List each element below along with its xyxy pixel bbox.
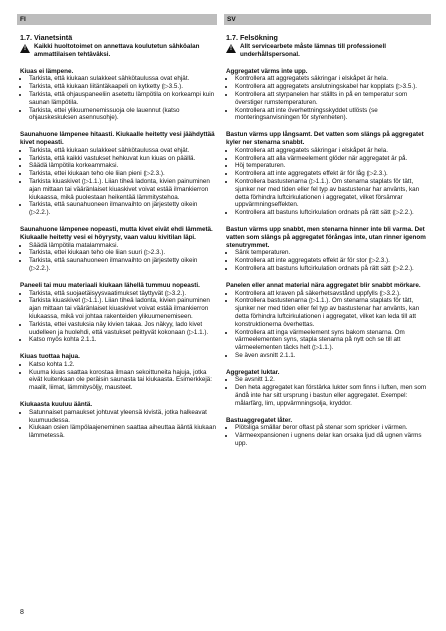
remedy-list bbox=[226, 147, 429, 217]
remedy-item: • Tarkista, että kiukaan sulakkeet sähkötaulussa ovat ehjät. bbox=[29, 75, 216, 83]
remedy-item: • Kontrollera att inte överhettningsskyddet utlösts (se monteringsanvisningen för styrenheten). bbox=[235, 107, 429, 123]
remedy-item: • Tarkista, ettei ylikuumenemissuoja ole lauennut (katso ohjauskeskuksen asennusohje). bbox=[29, 107, 216, 123]
remedy-item: • Kontrollera bastustenarna (▷1.1.). Om stenarna staplats för tätt, sjunker ner med tiden eller fel typ av bastustenar har använts, kan detta förhindra luftcirkulationen i aggregatet, vilket kan leda till att konstruktionerna överhettas. bbox=[235, 297, 429, 328]
problem-title: Kiukaasta kuuluu ääntä. bbox=[20, 401, 93, 409]
remedy-item: • Tarkista, ettei kiukaan teho ole liian pieni (▷2.3.). bbox=[29, 170, 216, 178]
remedy-item: • Kontrollera att inte aggregatets effekt är för låg (▷2.3.). bbox=[235, 170, 429, 178]
remedy-item: • Tarkista, että kaikki vastukset hehkuvat kun kiuas on päällä. bbox=[29, 155, 216, 163]
remedy-list bbox=[226, 376, 429, 407]
section-heading: 1.7. Felsökning bbox=[226, 33, 278, 42]
remedy-list bbox=[20, 242, 216, 273]
remedy-item: • Se även avsnitt 2.1.1. bbox=[235, 352, 429, 360]
column-fi bbox=[20, 33, 216, 440]
remedy-item: • Kontrollera att styrpanelen har ställts in på en temperatur som överstiger rumstemperaturen. bbox=[235, 91, 429, 107]
remedy-list bbox=[226, 75, 429, 122]
warning-icon: ! bbox=[20, 44, 30, 53]
problem-title: Saunahuone lämpenee hitaasti. Kiukaalle heitetty vesi jäähdyttää kivet nopeasti. bbox=[20, 131, 215, 146]
remedy-item: • Kontrollera att bastuns luftcirkulation ordnats på rätt sätt (▷2.2.). bbox=[235, 209, 429, 217]
remedy-item: • Kontrollera att alla värmeelement glöder när aggregatet är på. bbox=[235, 155, 429, 163]
remedy-item: • Plötsliga smällar beror oftast på stenar som spricker i värmen. bbox=[235, 424, 429, 432]
problem-title: Kiuas ei lämpene. bbox=[20, 67, 74, 75]
remedy-list bbox=[20, 147, 216, 217]
remedy-list bbox=[20, 361, 216, 392]
language-tab-fi: FI bbox=[17, 14, 217, 25]
remedy-item: • Katso kohta 1.2. bbox=[29, 361, 216, 369]
remedy-item: • Tarkista, että saunahuoneen ilmanvaihto on järjestetty oikein (▷2.2.). bbox=[29, 257, 216, 273]
language-tab-sv: SV bbox=[224, 14, 431, 25]
problem-title: Saunahuone lämpenee nopeasti, mutta kivet eivät ehdi lämmetä. Kiukaalle heitetty vesi ei höyrysty, vaan valuu kivitilan läpi. bbox=[20, 225, 213, 241]
remedy-item: • Tarkista, että saunahuoneen ilmanvaihto on järjestetty oikein (▷2.2.). bbox=[29, 201, 216, 217]
remedy-list bbox=[226, 290, 429, 360]
remedy-item: • Satunnaiset pamaukset johtuvat yleensä kivistä, jotka halkeavat kuumuudessa. bbox=[29, 409, 216, 425]
remedy-item: • Värmeexpansionen i ugnens delar kan orsaka ljud då ugnen värms upp. bbox=[235, 432, 429, 448]
troubleshooting-list bbox=[20, 68, 216, 440]
warning-text: Kaikki huoltotoimet on annettava koulutetun sähköalan ammattilaisen tehtäväksi. bbox=[34, 43, 200, 58]
remedy-item: • Kontrollera att aggregatets säkringar i elskåpet är hela. bbox=[235, 147, 429, 155]
section-heading: 1.7. Vianetsintä bbox=[20, 33, 73, 42]
remedy-item: • Kuuma kiuas saattaa korostaa ilmaan sekoittuneita hajuja, jotka eivät kuitenkaan ole peräisin saunasta tai kiukaasta. Esimerkkejä: maalit, liimat, lämmitysöljy, mausteet. bbox=[29, 369, 216, 392]
problem-title: Bastun värms upp snabbt, men stenarna hinner inte bli varma. Det vatten som slängs på aggregatet förångas inte, utan rinner igenom stenutrymmet. bbox=[226, 225, 426, 249]
remedy-item: • Tarkista, että suojaetäisyysvaatimukset täyttyvät (▷3.2.). bbox=[29, 290, 216, 298]
problem-title: Paneeli tai muu materiaali kiukaan lähellä tummuu nopeasti. bbox=[20, 281, 200, 289]
problem-title: Panelen eller annat material nära aggregatet blir snabbt mörkare. bbox=[226, 281, 421, 289]
remedy-item: • Kontrollera att aggregatets anslutningskabel har kopplats (▷3.5.). bbox=[235, 83, 429, 91]
remedy-list bbox=[20, 409, 216, 440]
remedy-item: • Kontrollera att aggregatets säkringar i elskåpet är hela. bbox=[235, 75, 429, 83]
remedy-item: • Katso myös kohta 2.1.1. bbox=[29, 336, 216, 344]
problem-title: Aggregatet luktar. bbox=[226, 368, 280, 376]
remedy-item: • Kiukaan osien lämpölaajeneminen saattaa aiheuttaa ääntä kiukaan lämmetessä. bbox=[29, 424, 216, 440]
remedy-item: • Kontrollera att bastuns luftcirkulation ordnats på rätt sätt (▷2.2.). bbox=[235, 265, 429, 273]
remedy-item: • Höj temperaturen. bbox=[235, 162, 429, 170]
remedy-item: • Säädä lämpötila matalammaksi. bbox=[29, 242, 216, 250]
remedy-item: • Kontrollera bastustenarna (▷1.1.). Om stenarna staplats för tätt, sjunker ner med tiden eller fel typ av bastustenar har använts, kan detta förhindra luftcirkulationen i aggregatet, vilket försämrar uppvärmningseffekten. bbox=[235, 178, 429, 209]
remedy-item: • Kontrollera att kraven på säkerhetsavstånd uppfylls (▷3.2.). bbox=[235, 290, 429, 298]
remedy-item: • Tarkista, ettei vastuksia näy kivien takaa. Jos näkyy, lado kivet uudelleen ja huolehdi, että vastukset peittyvät kokonaan (▷1.1.). bbox=[29, 321, 216, 337]
remedy-list bbox=[20, 290, 216, 345]
remedy-item: • Tarkista, että kiukaan sulakkeet sähkötaulussa ovat ehjät. bbox=[29, 147, 216, 155]
remedy-item: • Tarkista, että kiukaan liitäntäkaapeli on kytketty (▷3.5.). bbox=[29, 83, 216, 91]
problem-title: Kiuas tuottaa hajua. bbox=[20, 353, 80, 361]
warning-icon: ! bbox=[226, 44, 236, 53]
warning-box bbox=[20, 43, 216, 59]
remedy-item: • Se avsnitt 1.2. bbox=[235, 376, 429, 384]
column-sv bbox=[226, 33, 429, 448]
problem-title: Aggregatet värms inte upp. bbox=[226, 67, 308, 75]
remedy-item: • Säädä lämpötila korkeammaksi. bbox=[29, 162, 216, 170]
remedy-list bbox=[226, 424, 429, 447]
troubleshooting-list bbox=[226, 68, 429, 448]
remedy-list bbox=[226, 249, 429, 272]
remedy-item: • Sänk temperaturen. bbox=[235, 249, 429, 257]
remedy-item: • Tarkista kiuaskivet (▷1.1.). Liian tiheä ladonta, kivien painuminen ajan mittaan tai vääränlaiset kiuaskivet voivat estää ilmankierron kiukaassa, mikä puolestaan heikentää lämmitystehoa. bbox=[29, 178, 216, 201]
remedy-item: • Tarkista, että ohjauspaneeliin asetettu lämpötila on korkeampi kuin saunan lämpötila. bbox=[29, 91, 216, 107]
remedy-list bbox=[20, 75, 216, 122]
warning-box bbox=[226, 43, 429, 59]
remedy-item: • Den heta aggregatet kan förstärka lukter som finns i luften, men som ändå inte har sitt ursprung i bastun eller aggregatet. Exempel: målarfärg, lim, uppvärmningsolja, kryddor. bbox=[235, 384, 429, 407]
remedy-item: • Kontrollera att inga värmeelement syns bakom stenarna. Om värmeelementen syns, stapla stenarna på nytt och se till att värmeelementen täcks helt (▷1.1.). bbox=[235, 329, 429, 352]
remedy-item: • Tarkista kiuaskivet (▷1.1.). Liian tiheä ladonta, kivien painuminen ajan mittaan tai vääränlaiset kiuaskivet voivat estää ilmankierron kiukaassa, mikä voi johtaa rakenteiden ylikuumenemiseen. bbox=[29, 297, 216, 320]
remedy-item: • Tarkista, ettei kiukaan teho ole liian suuri (▷2.3.). bbox=[29, 249, 216, 257]
problem-title: Bastuaggregatet låter. bbox=[226, 416, 293, 424]
warning-text: Allt servicearbete måste lämnas till professionell underhållspersonal. bbox=[240, 43, 386, 58]
page-number: 8 bbox=[20, 609, 24, 616]
remedy-item: • Kontrollera att inte aggregatets effekt är för stor (▷2.3.). bbox=[235, 257, 429, 265]
problem-title: Bastun värms upp långsamt. Det vatten som slängs på aggregatet kyler ner stenarna snabbt. bbox=[226, 131, 424, 146]
